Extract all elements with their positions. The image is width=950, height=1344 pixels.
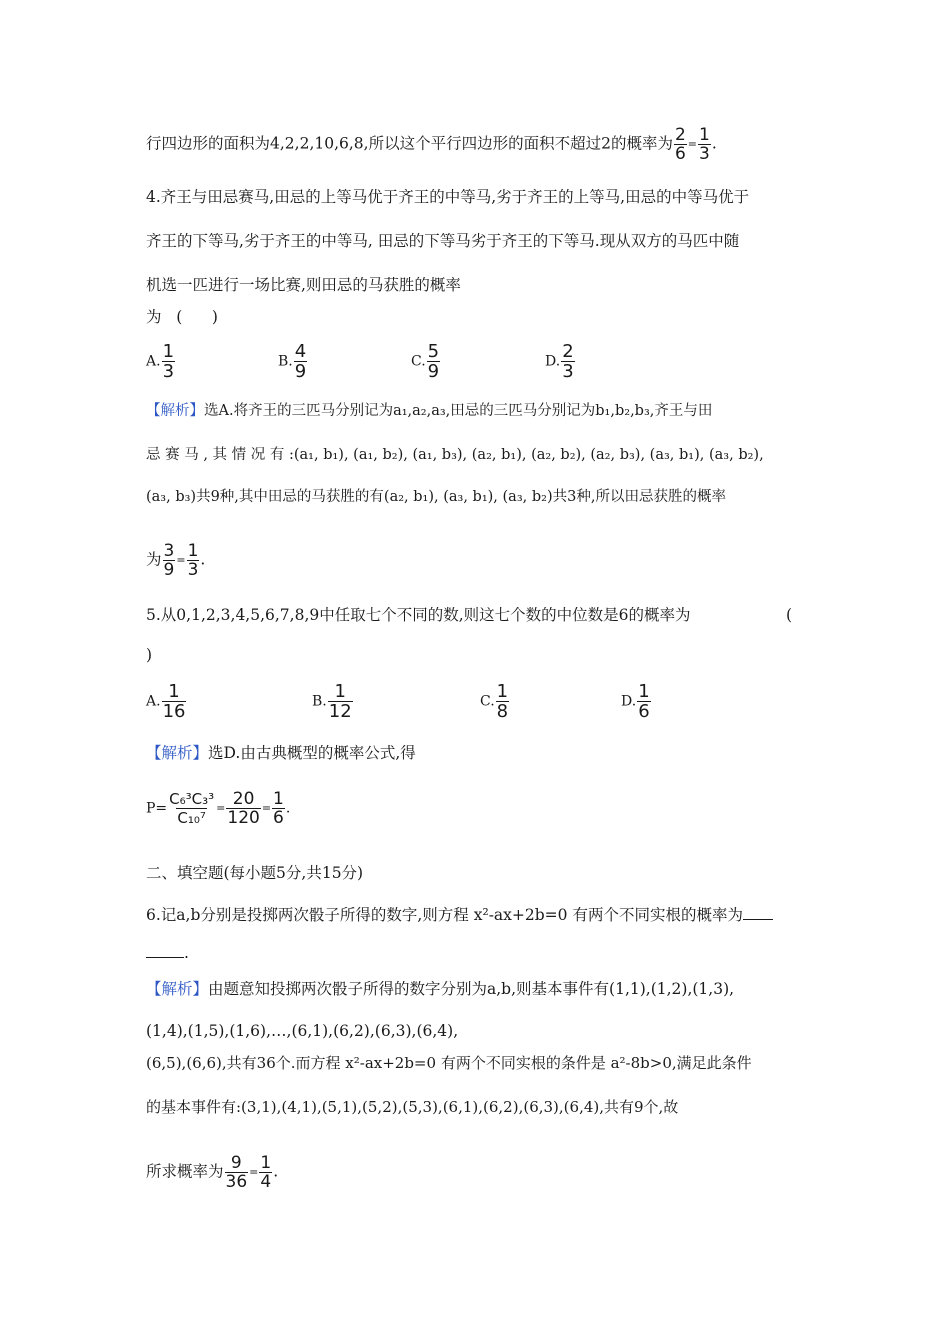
combination-fraction	[168, 790, 215, 827]
numerator: 3	[163, 541, 175, 561]
fraction	[561, 342, 574, 381]
q6-solution-line-4: 的基本事件有:(3,1),(4,1),(5,1),(5,2),(5,3),(6,1),(6,2),(6,3),(6,4),共有9个,故	[146, 1098, 679, 1116]
option-label: B.	[278, 353, 293, 370]
q4-option-a[interactable]	[146, 342, 176, 381]
fraction	[259, 1154, 272, 1191]
numerator: 5	[427, 341, 440, 362]
analysis-tag: 【解析】	[146, 744, 209, 762]
option-label: C.	[480, 693, 495, 710]
numerator: 2	[674, 125, 686, 145]
denominator: 8	[496, 701, 509, 722]
denominator: C₁₀⁷	[177, 809, 206, 827]
fraction	[427, 342, 440, 381]
option-label: C.	[411, 353, 426, 370]
q4-option-c[interactable]	[411, 342, 441, 381]
fraction	[162, 682, 187, 721]
numerator: 4	[294, 341, 307, 362]
fraction	[674, 126, 687, 163]
equals-sign: =	[249, 1165, 259, 1179]
q6-stem-line-1	[146, 904, 773, 926]
q4-solution-line-3: (a₃, b₃)共9种,其中田忌的马获胜的有(a₂, b₁), (a₃, b₁), (a₃, b₂)共3种,所以田忌获胜的概率	[146, 489, 726, 505]
q5-paren-close: )	[146, 646, 153, 664]
numerator: 1	[168, 681, 180, 702]
q5-option-b[interactable]	[312, 682, 354, 721]
fraction	[226, 790, 260, 827]
q6-solution-line-1	[146, 978, 734, 1000]
q6-stem-line-2	[146, 942, 189, 964]
denominator: 9	[427, 361, 440, 382]
denominator: 6	[273, 808, 284, 828]
equals-sign: =	[687, 137, 698, 151]
denominator: 6	[674, 144, 686, 164]
option-label: D.	[621, 693, 637, 710]
fraction	[162, 342, 175, 381]
equals-sign: =	[176, 553, 186, 567]
numerator: 20	[232, 789, 255, 809]
q6-solution-conclusion	[146, 1154, 278, 1191]
q3-conclusion	[146, 126, 717, 163]
numerator: 2	[562, 341, 574, 362]
fraction	[637, 682, 650, 721]
option-label: D.	[545, 353, 561, 370]
fraction	[698, 126, 711, 163]
denominator: 3	[162, 361, 175, 382]
denominator: 9	[163, 560, 175, 580]
prefix: P=	[146, 800, 168, 817]
fraction	[272, 790, 285, 827]
q3-text: 行四边形的面积为4,2,2,10,6,8,所以这个平行四边形的面积不超过2的概率为	[146, 134, 673, 153]
period: .	[273, 1162, 279, 1181]
q4-solution-conclusion	[146, 542, 205, 579]
q6-solution-line-2: (1,4),(1,5),(1,6),…,(6,1),(6,2),(6,3),(6,4),	[146, 1022, 459, 1040]
q4-stem-line-3: 机选一匹进行一场比赛,则田忌的马获胜的概率	[146, 276, 461, 294]
q5-option-d[interactable]	[621, 682, 652, 721]
denominator: 6	[638, 701, 650, 722]
numerator: 1	[162, 341, 175, 362]
fraction	[187, 542, 200, 579]
fraction	[496, 682, 509, 721]
fraction	[163, 542, 176, 579]
q5-option-c[interactable]	[480, 682, 510, 721]
q4-solution-line-2: 忌 赛 马 , 其 情 况 有 :(a₁, b₁), (a₁, b₂), (a₁, b₃), (a₂, b₁), (a₂, b₂), (a₂, b₃), (a₃, b₁), (a₃, b₂),	[146, 447, 764, 463]
numerator: 1	[187, 541, 199, 561]
stem-text: 6.记a,b分别是投掷两次骰子所得的数字,则方程 x²-ax+2b=0 有两个不同实根的概率为	[146, 906, 743, 924]
q5-solution-line-1	[146, 742, 416, 764]
q4-stem-line-2: 齐王的下等马,劣于齐王的中等马, 田忌的下等马劣于齐王的下等马.现从双方的马匹中随	[146, 232, 740, 250]
period: .	[200, 550, 206, 569]
fraction	[225, 1154, 249, 1191]
q5-probability-formula	[146, 790, 290, 827]
denominator: 4	[260, 1172, 272, 1192]
section-heading: 二、填空题(每小题5分,共15分)	[146, 864, 364, 882]
numerator: 1	[496, 681, 509, 702]
option-label: A.	[146, 353, 161, 370]
q4-solution-line-1	[146, 400, 712, 422]
solution-text: 选A.将齐王的三匹马分别记为a₁,a₂,a₃,田忌的三匹马分别记为b₁,b₂,b₃,齐王与田	[204, 403, 713, 419]
period: .	[711, 134, 717, 153]
q4-option-d[interactable]	[545, 342, 576, 381]
fraction	[328, 682, 353, 721]
answer-blank[interactable]	[743, 905, 773, 920]
equals-sign: =	[216, 801, 226, 815]
denominator: 16	[162, 701, 186, 722]
analysis-tag: 【解析】	[146, 980, 209, 998]
numerator: 9	[230, 1153, 242, 1173]
q6-solution-line-3: (6,5),(6,6),共有36个.而方程 x²-ax+2b=0 有两个不同实根的条件是 a²-8b>0,满足此条件	[146, 1054, 752, 1072]
q5-paren-open: (	[786, 606, 793, 624]
denominator: 3	[699, 144, 710, 164]
q5-option-a[interactable]	[146, 682, 187, 721]
denominator: 120	[227, 808, 260, 828]
equals-sign: =	[261, 801, 272, 815]
denominator: 36	[225, 1172, 248, 1192]
numerator: 1	[638, 681, 650, 702]
solution-text: 选D.由古典概型的概率公式,得	[208, 744, 416, 762]
fraction	[294, 342, 307, 381]
period: .	[285, 800, 291, 817]
denominator: 9	[294, 361, 307, 382]
q5-stem-line-1: 5.从0,1,2,3,4,5,6,7,8,9中任取七个不同的数,则这七个数的中位数是6的概率为	[146, 606, 691, 624]
option-label: B.	[312, 693, 327, 710]
numerator: C₆³C₃³	[169, 790, 215, 808]
numerator: 1	[699, 125, 710, 145]
q4-option-b[interactable]	[278, 342, 308, 381]
prefix: 所求概率为	[146, 1162, 224, 1181]
solution-text: 由题意知投掷两次骰子所得的数字分别为a,b,则基本事件有(1,1),(1,2),(1,3),	[208, 980, 735, 998]
numerator: 1	[334, 681, 346, 702]
analysis-tag: 【解析】	[146, 403, 204, 419]
denominator: 3	[562, 361, 574, 382]
answer-blank-continued[interactable]	[146, 943, 184, 958]
q4-stem-line-1: 4.齐王与田忌赛马,田忌的上等马优于齐王的中等马,劣于齐王的上等马,田忌的中等马优于	[146, 188, 750, 206]
denominator: 12	[328, 701, 352, 722]
numerator: 1	[260, 1153, 272, 1173]
period: .	[184, 944, 189, 962]
denominator: 3	[187, 560, 199, 580]
numerator: 1	[273, 789, 284, 809]
q4-stem-line-4: 为 ( )	[146, 308, 218, 326]
option-label: A.	[146, 693, 161, 710]
prefix: 为	[146, 550, 162, 569]
